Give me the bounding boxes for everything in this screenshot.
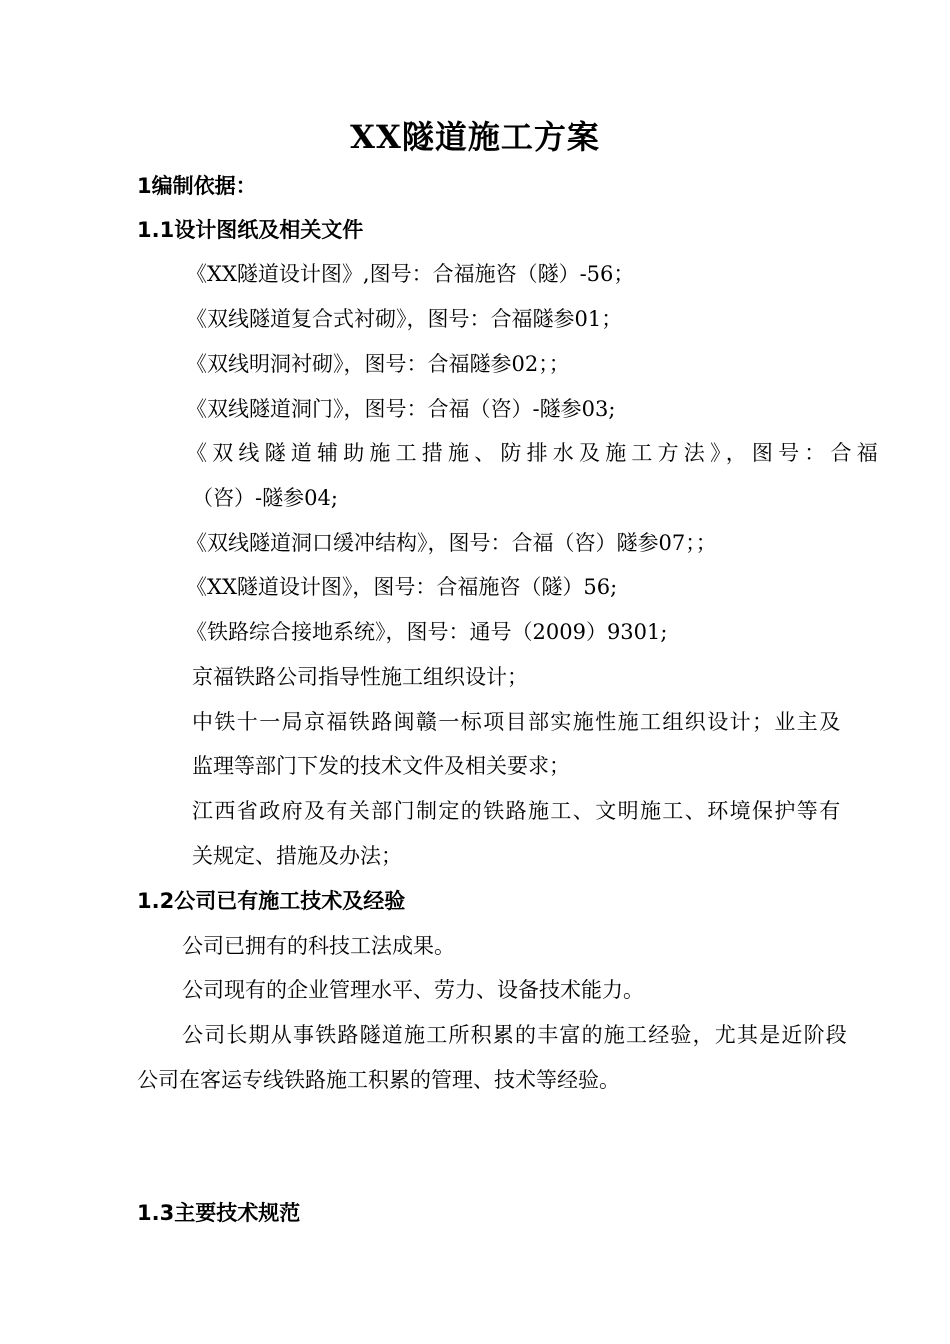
reference-line: 监理等部门下发的技术文件及相关要求； xyxy=(192,754,570,778)
reference-line: 《双线隧道辅助施工措施、防排水及施工方法》，图号：合福 xyxy=(186,441,883,465)
reference-line: 《双线明洞衬砌》，图号：合福隧参02；； xyxy=(186,352,570,376)
document-title: XX隧道施工方案 xyxy=(350,118,600,156)
reference-line: 中铁十一局京福铁路闽赣一标项目部实施性施工组织设计；业主及 xyxy=(192,710,842,734)
section-heading-1-2: 1.2公司已有施工技术及经验 xyxy=(137,889,406,913)
reference-line: 《铁路综合接地系统》，图号：通号（2009）9301; xyxy=(186,620,668,644)
reference-line: 《双线隧道复合式衬砌》，图号：合福隧参01； xyxy=(186,307,623,331)
experience-line: 公司已拥有的科技工法成果。 xyxy=(182,934,455,958)
experience-line: 公司现有的企业管理水平、劳力、设备技术能力。 xyxy=(182,978,644,1002)
experience-line: 公司在客运专线铁路施工积累的管理、技术等经验。 xyxy=(137,1068,620,1092)
reference-line: （咨）-隧参04; xyxy=(192,486,338,510)
reference-line: 《XX隧道设计图》，图号：合福施咨（隧）56; xyxy=(186,575,618,599)
reference-line: 关规定、措施及办法； xyxy=(192,844,402,868)
reference-line: 《XX隧道设计图》,图号：合福施咨（隧）-56； xyxy=(186,262,635,286)
experience-line: 公司长期从事铁路隧道施工所积累的丰富的施工经验，尤其是近阶段 xyxy=(182,1023,848,1047)
section-heading-1-3: 1.3主要技术规范 xyxy=(137,1201,301,1225)
reference-line: 《双线隧道洞门》，图号：合福（咨）-隧参03; xyxy=(186,397,616,421)
reference-line: 京福铁路公司指导性施工组织设计； xyxy=(192,665,528,689)
reference-line: 江西省政府及有关部门制定的铁路施工、文明施工、环境保护等有 xyxy=(192,799,842,823)
section-heading-1: 1编制依据： xyxy=(137,174,257,198)
reference-line: 《双线隧道洞口缓冲结构》，图号：合福（咨）隧参07；； xyxy=(186,531,717,555)
section-heading-1-1: 1.1设计图纸及相关文件 xyxy=(137,218,364,242)
